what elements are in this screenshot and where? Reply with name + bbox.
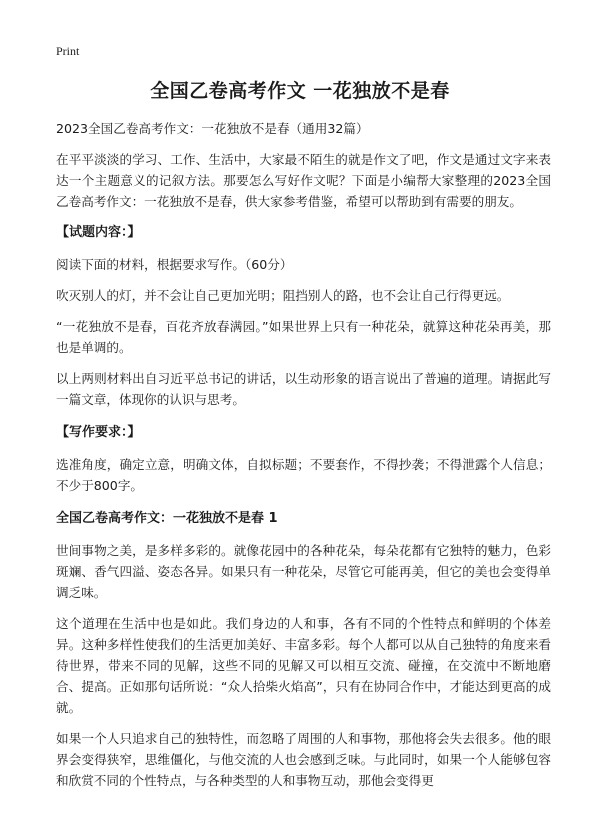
print-link[interactable]: Print — [56, 44, 80, 58]
article-subtitle: 2023全国乙卷高考作文：一花独放不是春（通用32篇） — [56, 121, 369, 136]
question-material-1: 吹灭别人的灯，并不会让自己更加光明；阻挡别人的路，也不会让自己行得更远。 — [56, 288, 510, 303]
question-material-2: “一花独放不是春，百花齐放春满园。”如果世界上只有一种花朵，就算这种花朵再美，那也是单调的。 — [56, 319, 551, 355]
essay-1-paragraph-2: 这个道理在生活中也是如此。我们身边的人和事，各有不同的个性特点和鲜明的个体差异。这种多样性使我们的生活更加美好、丰富多彩。每个人都可以从自己独特的角度来看待世界，带来不同的见解，这些不同的见解又可以相互交流、碰撞，在交流中不断地磨合、提高。正如那句话所说：“众人拾柴火焰高”，只有在协同合作中，才能达到更高的成就。 — [56, 616, 551, 715]
essay-1-paragraph-1: 世间事物之美，是多样多彩的。就像花园中的各种花朵，每朵花都有它独特的魅力，色彩斑斓、香气四溢、姿态各异。如果只有一种花朵，尽管它可能再美，但它的美也会变得单调乏味。 — [56, 543, 551, 600]
question-prompt: 以上两则材料出自习近平总书记的讲话，以生动形象的语言说出了普遍的道理。请据此写一篇文章，体现你的认识与思考。 — [56, 371, 551, 407]
article-body — [56, 118, 551, 801]
essay-1-heading: 全国乙卷高考作文：一花独放不是春 1 — [56, 511, 278, 526]
essay-1-paragraph-3: 如果一个人只追求自己的独特性，而忽略了周围的人和事物，那他将会失去很多。他的眼界会变得狭窄，思维僵化，与他交流的人也会感到乏味。与此同时，如果一个人能够包容和欣赏不同的个性特点，与各种类型的人和事物互动，那他会变得更 — [56, 731, 551, 788]
page-title: 全国乙卷高考作文 一花独放不是春 — [150, 80, 450, 102]
question-heading: 【试题内容：】 — [56, 225, 141, 240]
intro-paragraph: 在平平淡淡的学习、工作、生活中，大家最不陌生的就是作文了吧，作文是通过文字来表达一个主题意义的记叙方法。那要怎么写好作文呢？下面是小编帮大家整理的2023全国乙卷高考作文：一花独放不是春，供大家参考借鉴，希望可以帮助到有需要的朋友。 — [56, 152, 551, 209]
question-instruction: 阅读下面的材料，根据要求写作。（60分） — [56, 257, 293, 272]
requirements-heading: 【写作要求：】 — [56, 425, 141, 440]
requirements-text: 选准角度，确定立意，明确文体，自拟标题；不要套作，不得抄袭；不得泄露个人信息；不少于800字。 — [56, 457, 551, 493]
